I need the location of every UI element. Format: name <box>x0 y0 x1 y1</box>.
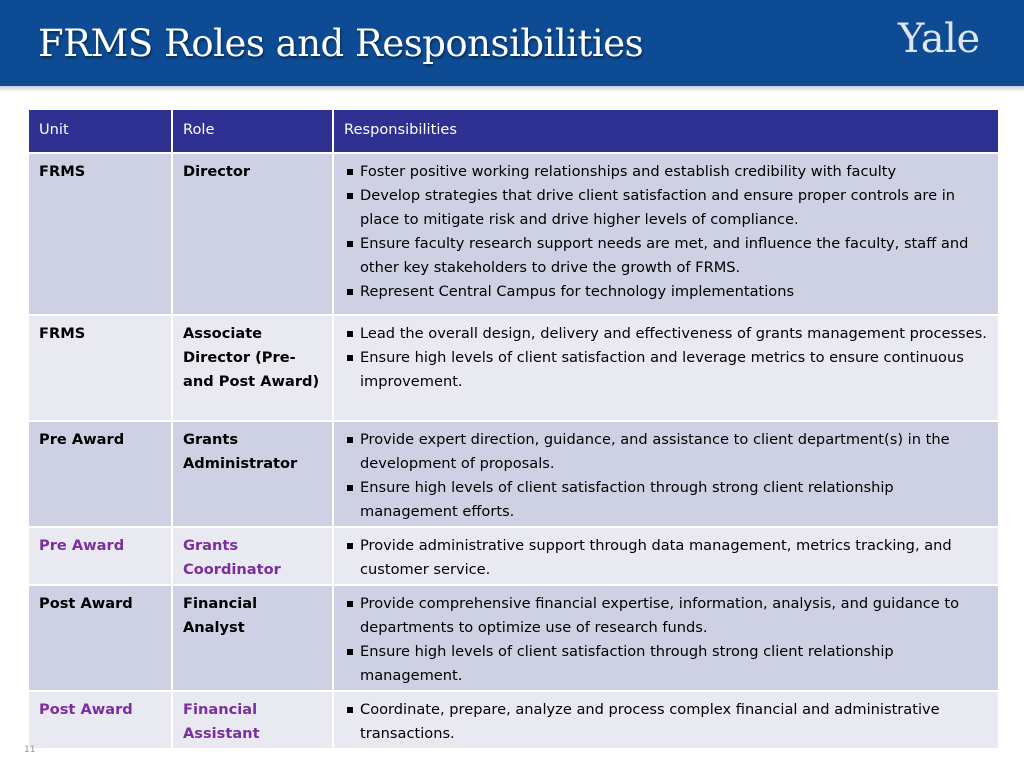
slide-number: 11 <box>24 745 36 755</box>
unit-cell: Pre Award <box>28 421 172 527</box>
role-cell: Associate Director (Pre- and Post Award) <box>172 315 333 421</box>
table-row <box>28 527 999 585</box>
yale-logo: Yale <box>898 16 980 62</box>
role-cell: Financial Analyst <box>172 585 333 691</box>
unit-cell: Post Award <box>28 691 172 749</box>
responsibilities-list <box>344 534 988 582</box>
role-cell: Financial Assistant <box>172 691 333 749</box>
responsibility-item: Coordinate, prepare, analyze and process complex financial and administrative transactions. <box>344 698 988 746</box>
responsibilities-list <box>344 322 988 394</box>
responsibilities-cell <box>333 421 999 527</box>
table-row <box>28 691 999 749</box>
responsibilities-cell <box>333 527 999 585</box>
responsibilities-list <box>344 428 988 524</box>
responsibility-item: Provide administrative support through data management, metrics tracking, and customer service. <box>344 534 988 582</box>
responsibility-item: Foster positive working relationships and establish credibility with faculty <box>344 160 988 184</box>
responsibilities-list <box>344 698 988 746</box>
responsibility-item: Provide expert direction, guidance, and assistance to client department(s) in the development of proposals. <box>344 428 988 476</box>
unit-cell: Pre Award <box>28 527 172 585</box>
roles-table <box>27 108 1000 750</box>
responsibility-item: Develop strategies that drive client satisfaction and ensure proper controls are in place to mitigate risk and drive higher levels of compliance. <box>344 184 988 232</box>
unit-cell: FRMS <box>28 153 172 315</box>
column-header-responsibilities: Responsibilities <box>333 109 999 153</box>
responsibilities-list <box>344 592 988 688</box>
responsibility-item: Provide comprehensive financial expertise, information, analysis, and guidance to departments to optimize use of research funds. <box>344 592 988 640</box>
unit-cell: Post Award <box>28 585 172 691</box>
responsibility-item: Lead the overall design, delivery and effectiveness of grants management processes. <box>344 322 988 346</box>
responsibilities-cell <box>333 315 999 421</box>
unit-cell: FRMS <box>28 315 172 421</box>
responsibility-item: Ensure high levels of client satisfaction and leverage metrics to ensure continuous improvement. <box>344 346 988 394</box>
table-row <box>28 585 999 691</box>
responsibility-item: Ensure faculty research support needs are met, and influence the faculty, staff and other key stakeholders to drive the growth of FRMS. <box>344 232 988 280</box>
responsibilities-cell <box>333 691 999 749</box>
page-title: FRMS Roles and Responsibilities <box>38 22 644 65</box>
responsibility-item: Ensure high levels of client satisfaction through strong client relationship management efforts. <box>344 476 988 524</box>
responsibilities-list <box>344 160 988 304</box>
table-header-row <box>28 109 999 153</box>
column-header-role: Role <box>172 109 333 153</box>
responsibility-item: Represent Central Campus for technology implementations <box>344 280 988 304</box>
responsibilities-cell <box>333 153 999 315</box>
table-row <box>28 421 999 527</box>
role-cell: Director <box>172 153 333 315</box>
column-header-unit: Unit <box>28 109 172 153</box>
header-divider <box>0 86 1024 92</box>
responsibilities-cell <box>333 585 999 691</box>
role-cell: Grants Coordinator <box>172 527 333 585</box>
table-row <box>28 153 999 315</box>
table-row <box>28 315 999 421</box>
title-bar <box>0 0 1024 86</box>
responsibility-item: Ensure high levels of client satisfaction through strong client relationship management. <box>344 640 988 688</box>
role-cell: Grants Administrator <box>172 421 333 527</box>
